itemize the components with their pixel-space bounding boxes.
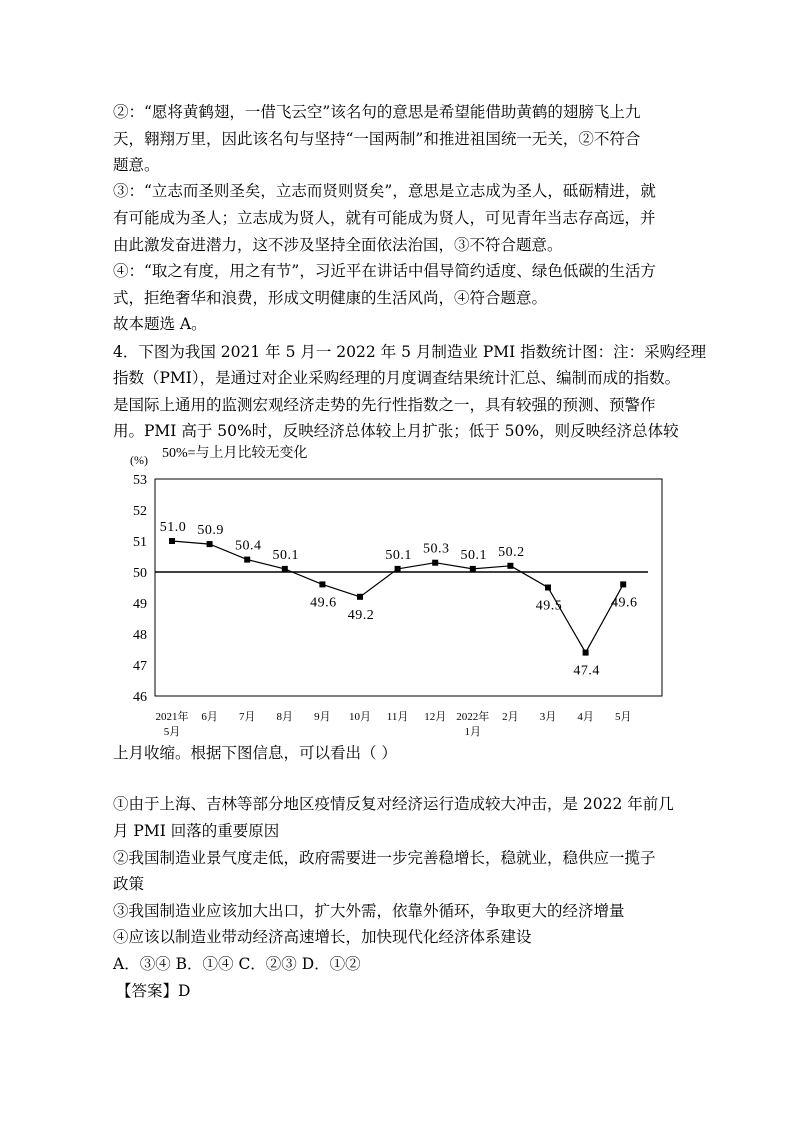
data-point-marker — [470, 566, 476, 572]
data-label: 51.0 — [159, 520, 187, 535]
data-point-marker — [207, 541, 213, 547]
x-tick-label: 2021年 — [155, 711, 189, 723]
question-4-line: 4．下图为我国 2021 年 5 月一 2022 年 5 月制造业 PMI 指数统计图：注：采购经理 — [113, 343, 707, 361]
question-4-line: 是国际上通用的监测宏观经济走势的先行性指数之一，具有较强的预测、预警作 — [113, 396, 656, 414]
pmi-line-chart — [110, 440, 670, 740]
answer-choices: A．③④ B．①④ C．②③ D．①② — [113, 955, 361, 973]
x-tick-label: 3月 — [539, 711, 557, 723]
data-label: 49.2 — [347, 607, 375, 623]
x-tick-label: 2月 — [502, 711, 519, 723]
data-label: 49.6 — [610, 595, 638, 611]
y-tick-label: 48 — [133, 628, 147, 643]
x-tick-label: 2022年 — [456, 711, 490, 723]
statement-line: ①由于上海、吉林等部分地区疫情反复对经济运行造成较大冲击，是 2022 年前几 — [113, 795, 674, 813]
statement-line: ④应该以制造业带动经济高速增长，加快现代化经济体系建设 — [113, 928, 532, 946]
data-point-marker — [620, 581, 626, 587]
data-point-marker — [319, 581, 325, 587]
data-point-marker — [244, 557, 250, 563]
data-point-marker — [357, 594, 363, 600]
y-axis-ticks — [133, 473, 147, 705]
x-axis-ticks — [156, 709, 632, 738]
chart-note: 50%=与上月比较无变化 — [162, 446, 308, 461]
paragraph-line: 由此激发奋进潜力，这不涉及坚持全面依法治国，③不符合题意。 — [113, 236, 563, 254]
y-tick-label: 51 — [133, 535, 147, 550]
x-tick-label: 1月 — [464, 726, 482, 738]
paragraph-line: 有可能成为圣人；立志成为贤人，就有可能成为贤人，可见青年当志存高远，并 — [113, 209, 656, 227]
statement-line: ③我国制造业应该加大出口，扩大外需，依靠外循环，争取更大的经济增量 — [113, 902, 625, 920]
question-stem-tail: 上月收缩。根据下图信息，可以看出（ ） — [113, 744, 397, 762]
y-tick-label: 46 — [133, 690, 147, 705]
paragraph-line: 故本题选 A。 — [113, 315, 207, 333]
x-tick-label: 12月 — [424, 711, 447, 723]
y-tick-label: 50 — [133, 566, 147, 581]
paragraph-line: ②：“愿将黄鹤翅，一借飞云空”该名句的意思是希望能借助黄鹤的翅膀飞上九 — [113, 103, 641, 121]
x-tick-label: 4月 — [577, 711, 594, 723]
paragraph-line: 式，拒绝奢华和浪费，形成文明健康的生活风尚，④符合题意。 — [113, 289, 548, 307]
x-tick-label: 8月 — [276, 711, 294, 723]
data-label: 49.6 — [310, 595, 337, 611]
data-point-marker — [169, 538, 175, 544]
x-tick-label: 5月 — [614, 711, 632, 723]
data-label: 50.1 — [272, 547, 300, 563]
paragraph-line: ④：“取之有度，用之有节”，习近平在讲话中倡导简约适度、绿色低碳的生活方 — [113, 262, 656, 280]
paragraph-line: 天，翱翔万里，因此该名句与坚持“一国两制”和推进祖国统一无关，②不符合 — [113, 130, 641, 148]
data-label: 50.3 — [422, 541, 450, 557]
answer-line: 【答案】D — [116, 982, 191, 1000]
x-tick-label: 11月 — [386, 711, 409, 723]
data-label: 50.4 — [234, 538, 262, 554]
data-label: 50.1 — [385, 547, 412, 563]
y-tick-label: 49 — [133, 597, 147, 612]
x-tick-label: 6月 — [201, 711, 218, 723]
statement-line: ②我国制造业景气度走低，政府需要进一步完善稳增长，稳就业，稳供应一揽子 — [113, 849, 656, 867]
question-4-line: 指数（PMI），是通过对企业采购经理的月度调查结果统计汇总、编制而成的指数。 — [113, 369, 681, 387]
y-tick-label: 47 — [133, 659, 147, 674]
statement-line: 政策 — [113, 875, 145, 893]
x-tick-label: 5月 — [163, 726, 181, 738]
data-label: 50.1 — [460, 547, 488, 563]
data-label: 50.9 — [197, 523, 224, 539]
data-point-marker — [432, 560, 438, 566]
data-point-marker — [282, 566, 288, 572]
y-tick-label: 52 — [133, 504, 147, 519]
paragraph-line: ③：“立志而圣则圣矣，立志而贤则贤矣”，意思是立志成为圣人，砥砺精进，就 — [113, 182, 656, 200]
x-tick-label: 7月 — [238, 711, 256, 723]
data-point-marker — [395, 566, 401, 572]
data-label: 49.5 — [535, 598, 563, 614]
data-label: 47.4 — [573, 663, 600, 679]
data-point-marker — [507, 563, 513, 569]
data-labels — [160, 520, 638, 679]
paragraph-line: 题意。 — [113, 156, 160, 174]
question-4-line: 用。PMI 高于 50%时，反映经济总体较上月扩张；低于 50%，则反映经济总体较 — [113, 422, 679, 440]
statement-line: 月 PMI 回落的重要原因 — [113, 822, 280, 840]
data-point-marker — [583, 650, 589, 656]
data-label: 50.2 — [498, 544, 525, 560]
y-axis-unit-label: (%) — [130, 453, 148, 467]
x-tick-label: 10月 — [349, 711, 371, 723]
y-tick-label: 53 — [133, 473, 147, 488]
data-point-marker — [545, 585, 551, 591]
x-tick-label: 9月 — [314, 711, 331, 723]
